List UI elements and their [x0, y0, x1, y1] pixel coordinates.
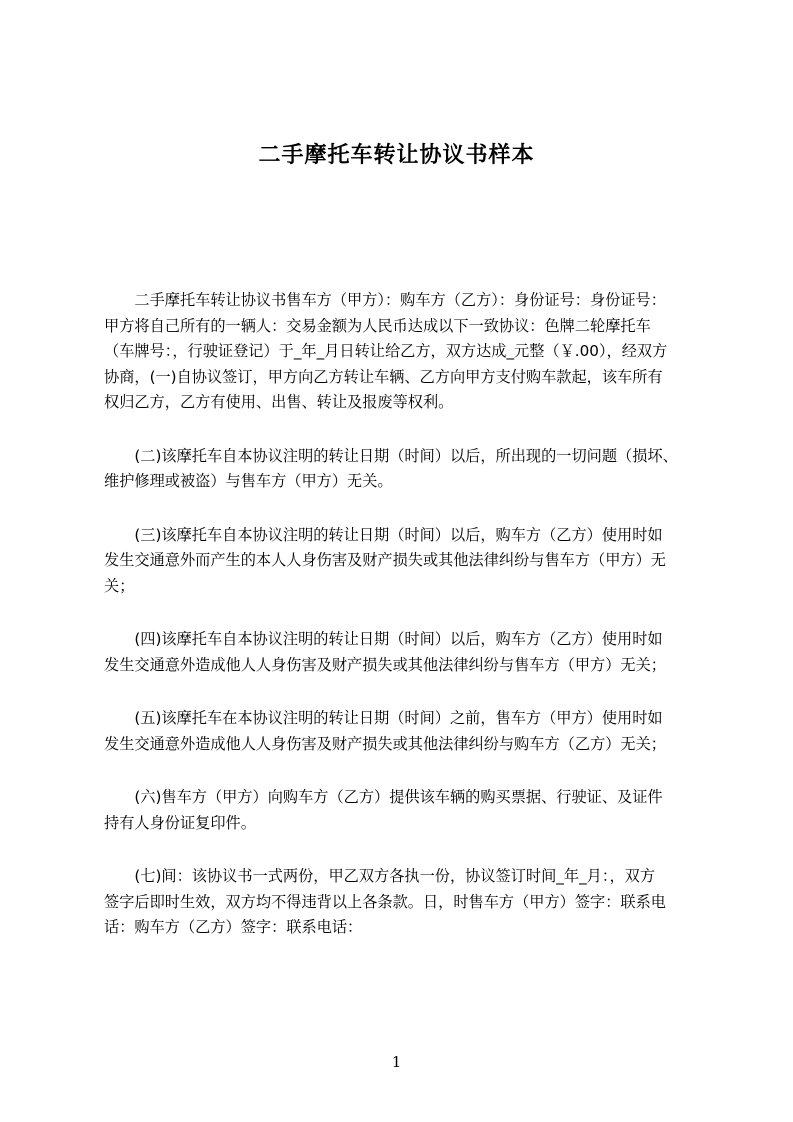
page-title: 二手摩托车转让协议书样本 — [258, 143, 535, 168]
page-number: 1 — [391, 1053, 402, 1071]
paragraph-clause-5: (五)该摩托车在本协议注明的转让日期（时间）之前，售车方（甲方）使用时如 发生交通意外造成他人人身伤害及财产损失或其他法律纠纷与购车方（乙方）无关； — [104, 709, 666, 753]
paragraph-clause-4: (四)该摩托车自本协议注明的转让日期（时间）以后，购车方（乙方）使用时如 发生交通意外造成他人人身伤害及财产损失或其他法律纠纷与售车方（甲方）无关； — [104, 630, 666, 674]
paragraph-clause-6: (六)售车方（甲方）向购车方（乙方）提供该车辆的购买票据、行驶证、及证件 持有人身份证复印件。 — [104, 788, 663, 832]
paragraph-clause-2: (二)该摩托车自本协议注明的转让日期（时间）以后，所出现的一切问题（损坏、 维护修理或被盗）与售车方（甲方）无关。 — [104, 446, 678, 490]
paragraph-clause-3: (三)该摩托车自本协议注明的转让日期（时间）以后，购车方（乙方）使用时如 发生交通意外而产生的本人人身伤害及财产损失或其他法律纠纷与售车方（甲方）无 关； — [104, 525, 666, 595]
document-body — [104, 288, 704, 969]
paragraph-intro-clause-1: 二手摩托车转让协议书售车方（甲方）：购车方（乙方）：身份证号：身份证号： 甲方将自己所有的一辆人：交易金额为人民币达成以下一致协议：色牌二轮摩托车 （车牌号：，行驶证登记）于_年_月日转让给乙方，双方达成_元整（￥.00），经双方 协商，(一)自协议签订，甲方向乙方转让车辆、乙方向甲方支付购车款起，该车所有 权归乙方，乙方有使用、出售、转让及报废等权利。 — [104, 291, 668, 411]
paragraph-clause-7-signatures: (七)间：该协议书一式两份，甲乙双方各执一份，协议签订时间_年_月：，双方 签字后即时生效，双方均不得违背以上各条款。日，时售车方（甲方）签字：联系电 话：购车方（乙方）签字：联系电话： — [104, 867, 666, 936]
